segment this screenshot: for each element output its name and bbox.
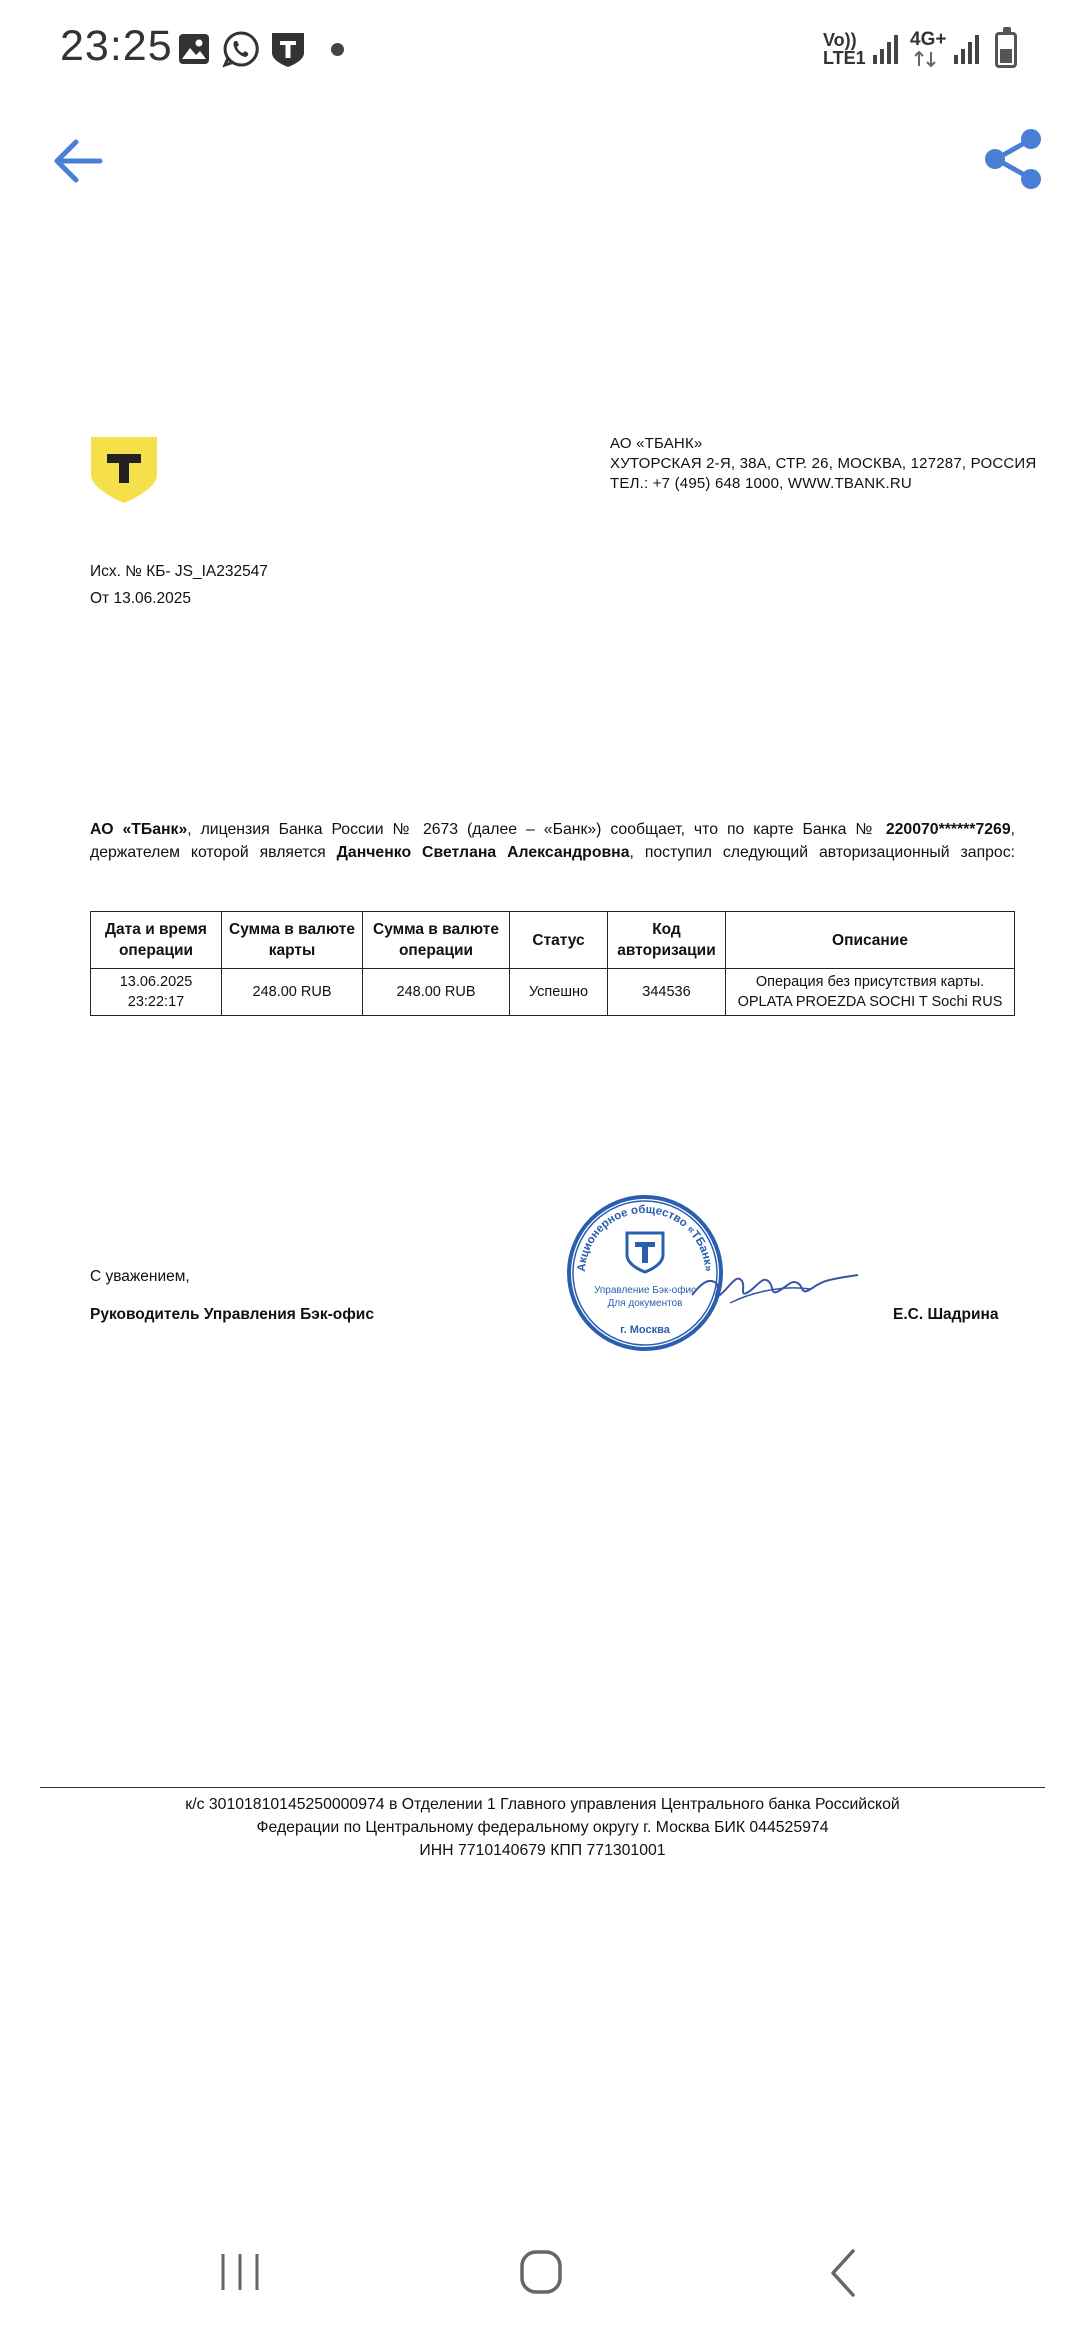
ref-number: Исх. № КБ- JS_IA232547 <box>90 563 268 580</box>
recent-apps-icon[interactable] <box>218 2250 262 2294</box>
handwritten-signature <box>690 1255 860 1315</box>
cell-auth-code: 344536 <box>608 969 726 1016</box>
authorization-table <box>90 911 1015 1016</box>
col-card-amount: Сумма в валюте карты <box>222 912 363 969</box>
bank-requisites-header: АО «ТБАНК» ХУТОРСКАЯ 2-Я, 38А, СТР. 26, МОСКВА, 127287, РОССИЯ ТЕЛ.: +7 (495) 648 1000, WWW.TBANK.RU <box>610 435 1037 492</box>
col-datetime: Дата и время операции <box>91 912 222 969</box>
volte-indicator: Vo)) LTE1 <box>823 30 866 68</box>
letter-body: АО «ТБанк», лицензия Банка России № 2673 (далее – «Банк») сообщает, что по карте Банка № 220070******7269, держателем которой является Данченко Светлана Александровна, поступил следующий авторизационный запрос: <box>90 821 1015 861</box>
home-icon[interactable] <box>519 2248 563 2296</box>
col-description: Описание <box>726 912 1015 969</box>
signer-name: Е.С. Шадрина <box>893 1306 999 1323</box>
cell-op-amount: 248.00 RUB <box>363 969 510 1016</box>
reference-block <box>90 558 268 612</box>
col-op-amount: Сумма в валюте операции <box>363 912 510 969</box>
cell-status: Успешно <box>510 969 608 1016</box>
col-status: Статус <box>510 912 608 969</box>
network-type: 4G+ <box>910 29 947 50</box>
table-row <box>91 969 1015 1016</box>
cell-description: Операция без присутствия карты. OPLATA PROEZDA SOCHI T Sochi RUS <box>726 969 1015 1016</box>
svg-text:Для документов: Для документов <box>607 1298 683 1309</box>
footer-divider <box>40 1787 1045 1788</box>
signer-position: Руководитель Управления Бэк-офис <box>90 1306 374 1323</box>
tbank-logo <box>90 436 158 504</box>
svg-text:Управление Бэк-офис: Управление Бэк-офис <box>593 1285 697 1296</box>
nav-back-icon[interactable] <box>828 2248 858 2298</box>
svg-text:г. Москва: г. Москва <box>620 1324 670 1336</box>
col-auth-code: Код авторизации <box>608 912 726 969</box>
clock: 23:25 <box>60 22 173 70</box>
cell-datetime: 13.06.2025 23:22:17 <box>91 969 222 1016</box>
table-header-row <box>91 912 1015 969</box>
svg-text:Акционерное общество «ТБанк»: Акционерное общество «ТБанк» <box>575 1203 715 1273</box>
cell-card-amount: 248.00 RUB <box>222 969 363 1016</box>
regards-text: С уважением, <box>90 1268 190 1285</box>
bank-footer-requisites: к/с 30101810145250000974 в Отделении 1 Главного управления Центрального банка Российской Федерации по Центральному федеральному округу г. Москва БИК 044525974 ИНН 7710140679 КПП 771301001 <box>185 1796 900 1859</box>
ref-date: От 13.06.2025 <box>90 590 192 607</box>
